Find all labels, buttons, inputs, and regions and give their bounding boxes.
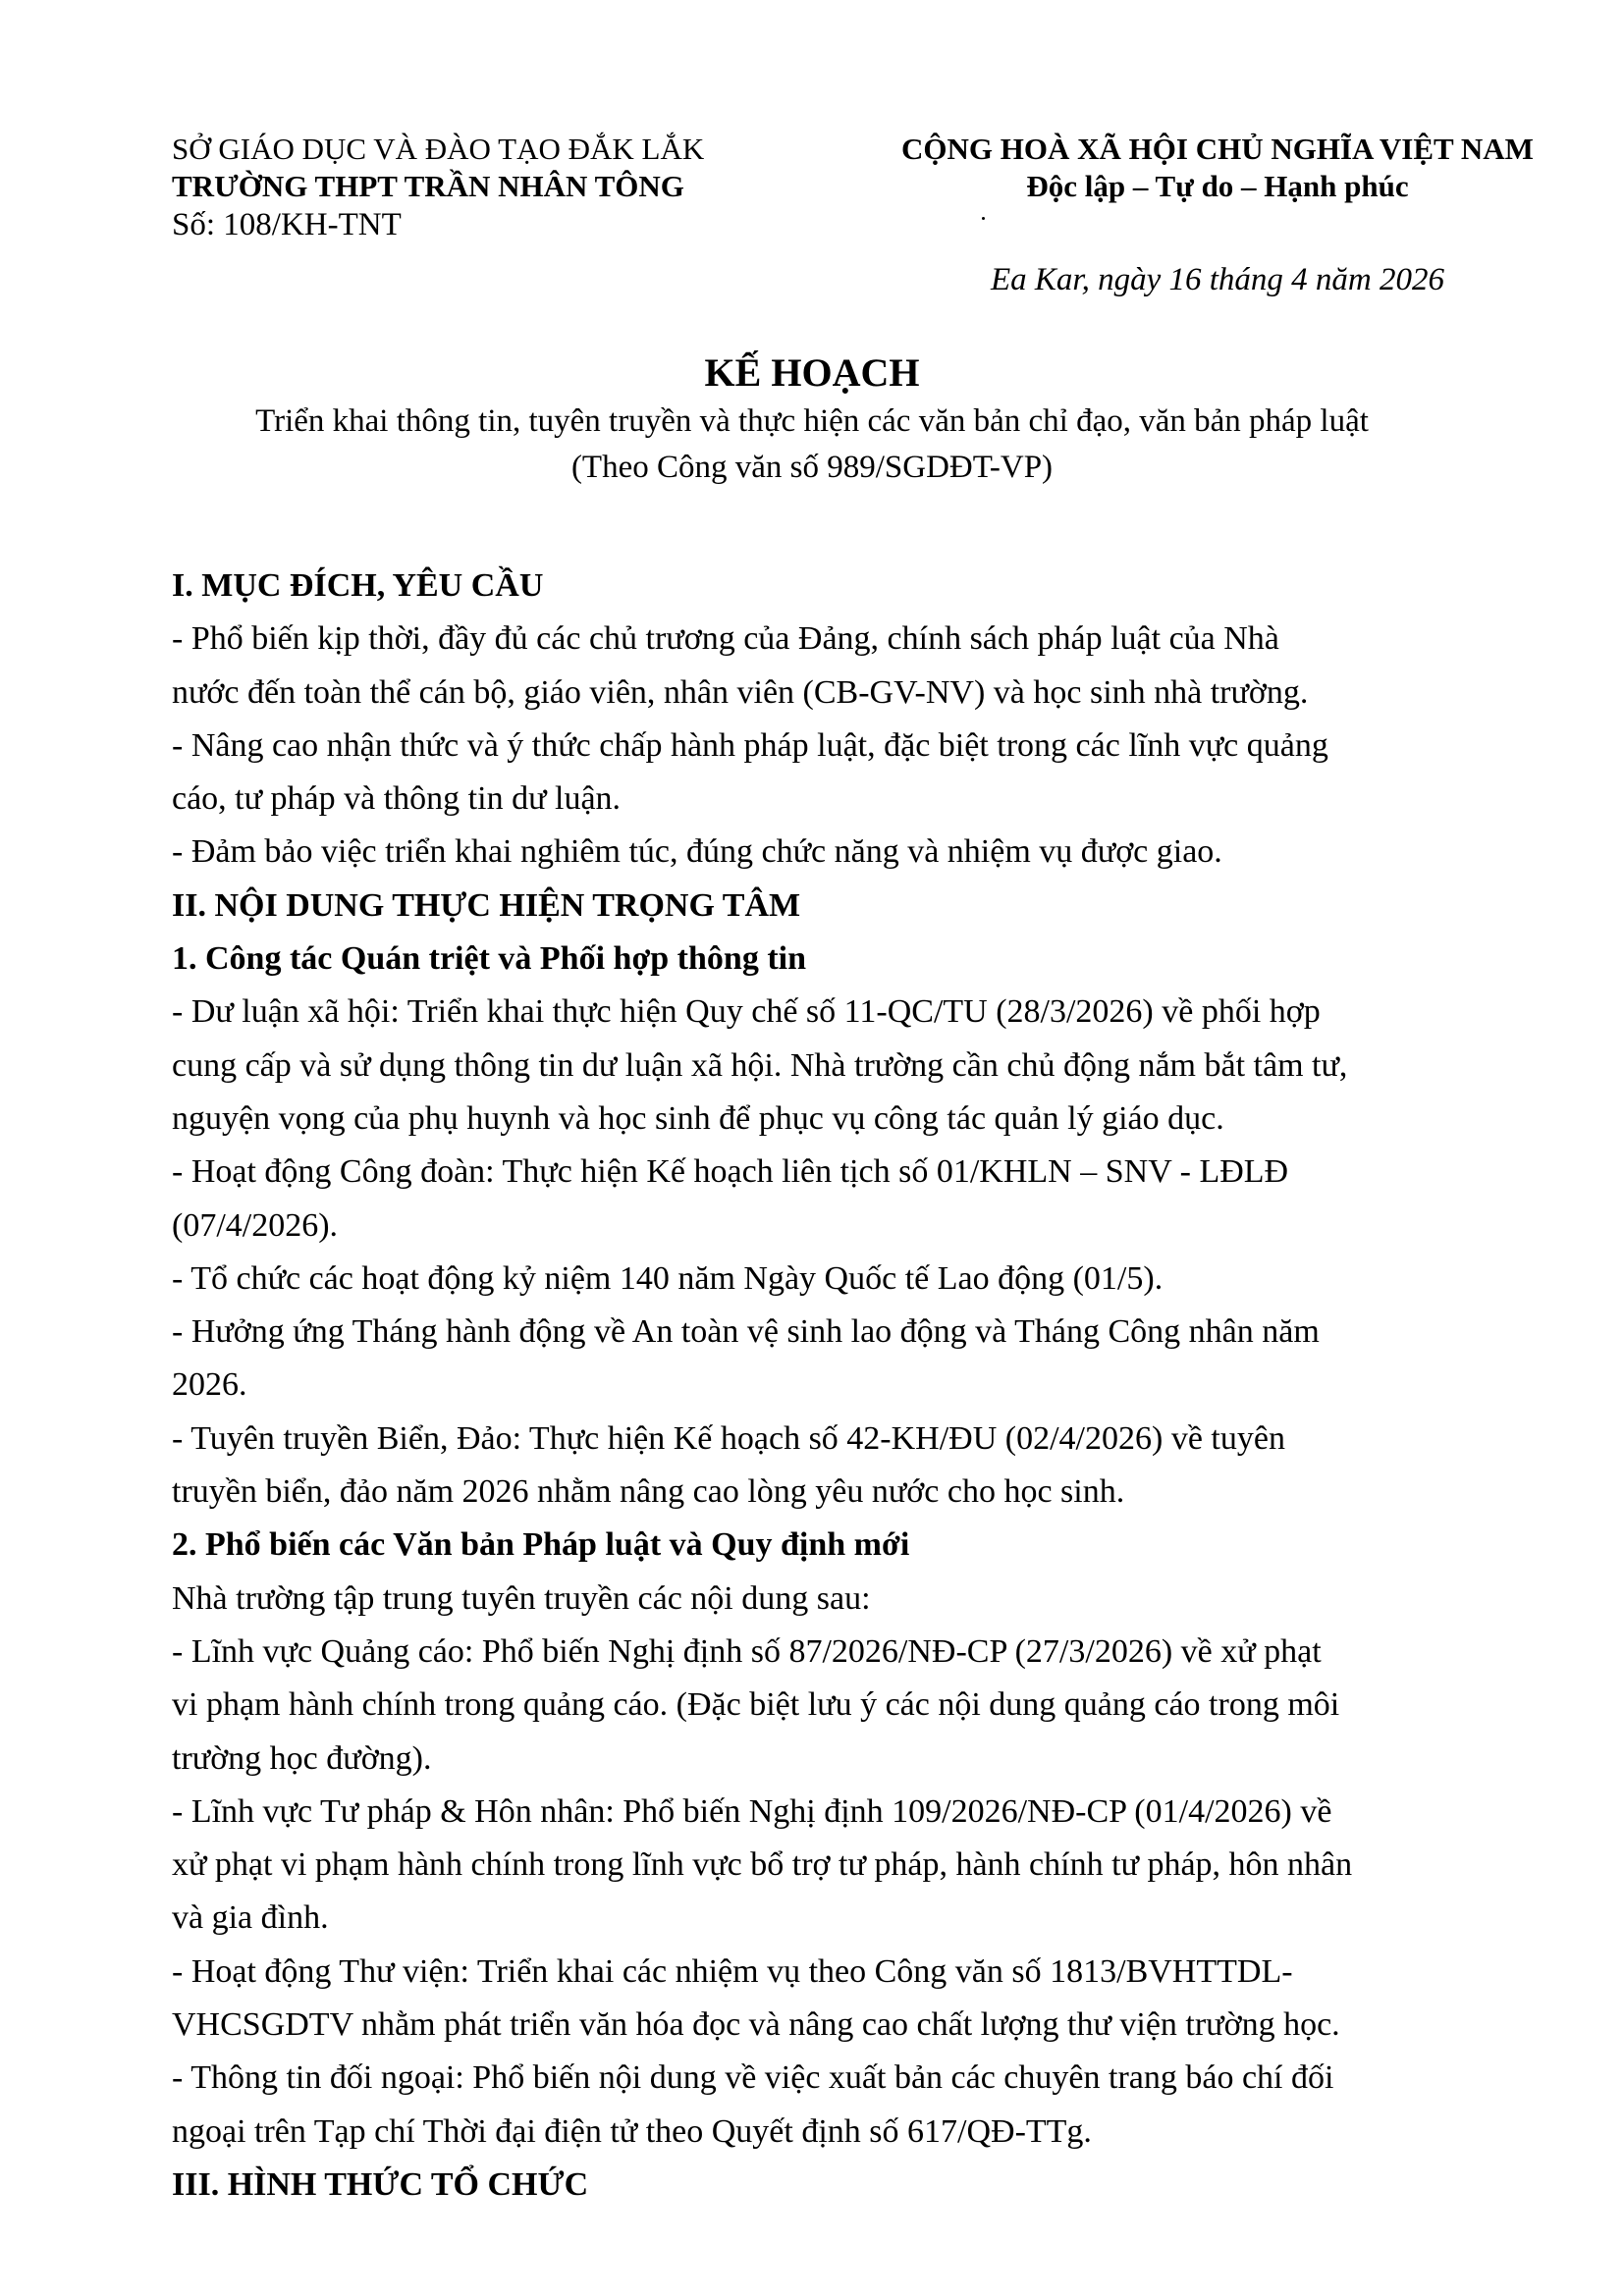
body-text-line: và gia đình. [172,1899,329,1937]
body-text-line: - Tuyên truyền Biển, Đảo: Thực hiện Kế hoạch số 42-KH/ĐU (02/4/2026) về tuyên [172,1419,1285,1457]
body-text-line: ngoại trên Tạp chí Thời đại điện tử theo Quyết định số 617/QĐ-TTg. [172,2112,1092,2150]
section-heading: III. HÌNH THỨC TỔ CHỨC [172,2165,589,2203]
body-text-line: nguyện vọng của phụ huynh và học sinh để phục vụ công tác quản lý giáo dục. [172,1099,1224,1137]
body-text-line: nước đến toàn thể cán bộ, giáo viên, nhân viên (CB-GV-NV) và học sinh nhà trường. [172,673,1309,711]
issuing-authority-block [172,131,800,244]
national-title-block [854,131,1581,205]
document-subtitle: Triển khai thông tin, tuyên truyền và thực hiện các văn bản chỉ đạo, văn bản pháp luật [255,403,1369,439]
body-text-line: - Tổ chức các hoạt động kỷ niệm 140 năm Ngày Quốc tế Lao động (01/5). [172,1259,1164,1297]
body-text-line: 2026. [172,1366,247,1404]
body-text-line: cáo, tư pháp và thông tin dư luận. [172,780,622,818]
body-text-line: - Nâng cao nhận thức và ý thức chấp hành pháp luật, đặc biệt trong các lĩnh vực quảng [172,726,1328,764]
body-text-line: VHCSGDTV nhằm phát triển văn hóa đọc và nâng cao chất lượng thư viện trường học. [172,2006,1340,2044]
body-text-line: - Phổ biến kịp thời, đầy đủ các chủ trương của Đảng, chính sách pháp luật của Nhà [172,620,1279,658]
body-text-line: (07/4/2026). [172,1206,339,1244]
body-text-line: - Lĩnh vực Tư pháp & Hôn nhân: Phổ biến Nghị định 109/2026/NĐ-CP (01/4/2026) về [172,1792,1332,1830]
decorative-dot [982,217,985,220]
document-title: KẾ HOẠCH [704,350,920,395]
subsection-heading: 2. Phổ biến các Văn bản Pháp luật và Quy định mới [172,1526,910,1564]
body-text-line: xử phạt vi phạm hành chính trong lĩnh vực bổ trợ tư pháp, hành chính tư pháp, hôn nhân [172,1846,1353,1884]
body-text-line: cung cấp và sử dụng thông tin dư luận xã hội. Nhà trường cần chủ động nắm bắt tâm tư, [172,1046,1348,1084]
document-reference: (Theo Công văn số 989/SGDĐT-VP) [570,450,1054,485]
body-text-line: - Đảm bảo việc triển khai nghiêm túc, đúng chức năng và nhiệm vụ được giao. [172,833,1222,871]
national-motto: Độc lập – Tự do – Hạnh phúc [1026,169,1409,203]
school-name: TRƯỜNG THPT TRẦN NHÂN TÔNG [172,169,684,203]
national-title: CỘNG HOÀ XÃ HỘI CHỦ NGHĨA VIỆT NAM [901,132,1534,166]
body-text-line: - Dư luận xã hội: Triển khai thực hiện Quy chế số 11-QC/TU (28/3/2026) về phối hợp [172,993,1321,1031]
section-heading: II. NỘI DUNG THỰC HIỆN TRỌNG TÂM [172,886,801,924]
body-text-line: - Thông tin đối ngoại: Phổ biến nội dung về việc xuất bản các chuyên trang báo chí đối [172,2059,1334,2097]
body-text-line: trường học đường). [172,1739,432,1777]
body-text-line: - Hoạt động Thư viện: Triển khai các nhiệm vụ theo Công văn số 1813/BVHTTDL- [172,1952,1293,1990]
document-title-block [0,348,1624,490]
body-text-line: vi phạm hành chính trong quảng cáo. (Đặc biệt lưu ý các nội dung quảng cáo trong môi [172,1686,1340,1724]
section-heading: I. MỤC ĐÍCH, YÊU CẦU [172,567,544,604]
place-and-date: Ea Kar, ngày 16 tháng 4 năm 2026 [991,262,1444,297]
document-number: Số: 108/KH-TNT [172,207,402,242]
body-text-line: truyền biển, đảo năm 2026 nhằm nâng cao lòng yêu nước cho học sinh. [172,1473,1125,1511]
agency-name: SỞ GIÁO DỤC VÀ ĐÀO TẠO ĐẮK LẮK [172,132,705,166]
body-text-line: - Hưởng ứng Tháng hành động về An toàn vệ sinh lao động và Tháng Công nhân năm [172,1313,1320,1351]
body-text-line: - Hoạt động Công đoàn: Thực hiện Kế hoạch liên tịch số 01/KHLN – SNV - LĐLĐ [172,1153,1289,1191]
document-body [172,560,1566,2212]
body-text-line: Nhà trường tập trung tuyên truyền các nội dung sau: [172,1579,871,1617]
body-text-line: - Lĩnh vực Quảng cáo: Phổ biến Nghị định số 87/2026/NĐ-CP (27/3/2026) về xử phạt [172,1632,1322,1670]
subsection-heading: 1. Công tác Quán triệt và Phối hợp thông tin [172,940,806,978]
